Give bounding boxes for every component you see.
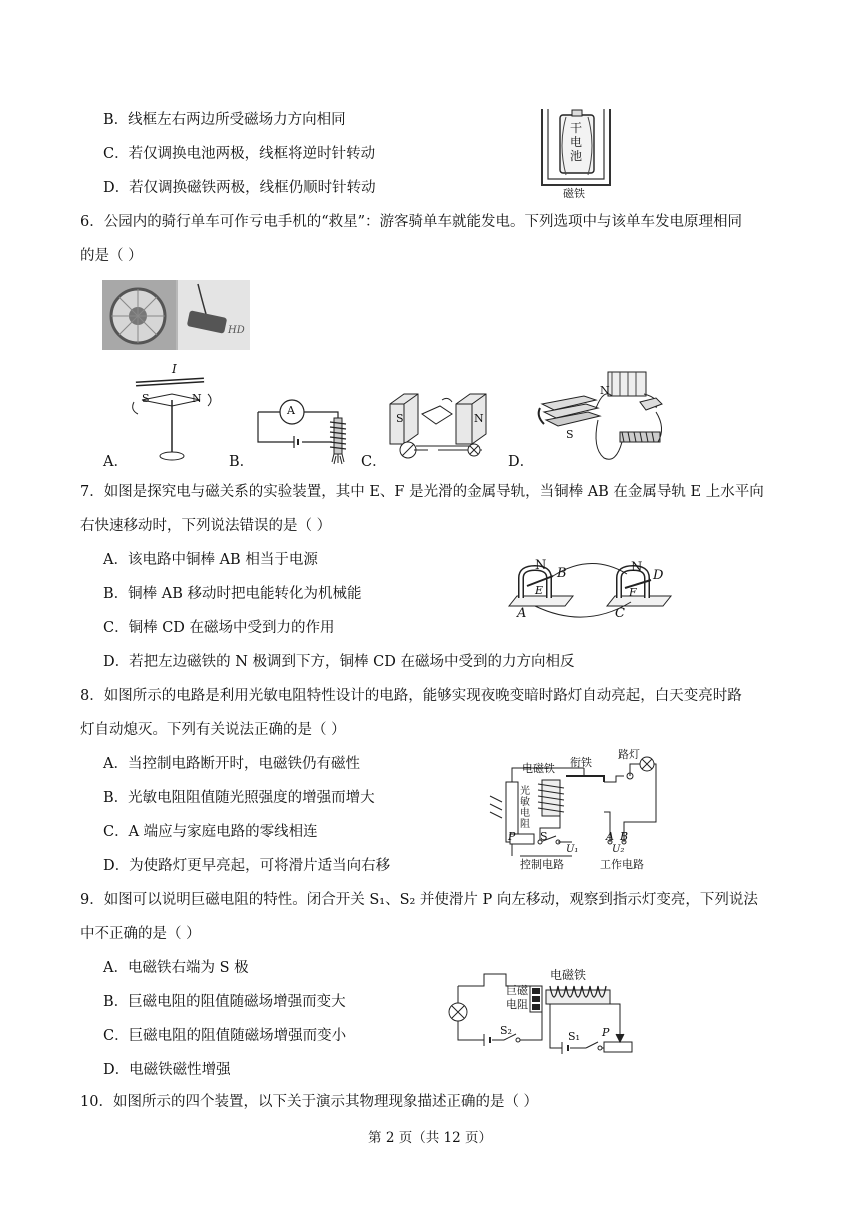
battery-char-1: 干 — [570, 121, 583, 135]
fig-d-s: S — [566, 428, 574, 441]
q7-label-f: F — [629, 586, 637, 599]
q8-label-a: A — [606, 830, 614, 843]
q5-option-c: C．若仅调换电池两极，线框将逆时针转动 — [103, 146, 376, 162]
q7-rails-figure — [505, 558, 675, 624]
q9-option-c: C．巨磁电阻的阻值随磁场增强而变小 — [103, 1028, 347, 1044]
q9-label-p: P — [602, 1026, 610, 1039]
q7-option-c: C．铜棒 CD 在磁场中受到力的作用 — [103, 620, 335, 636]
q7-label-n1: N — [535, 558, 547, 573]
q6-fig-d-apparatus — [532, 368, 668, 466]
fig-a-s: S — [142, 392, 150, 405]
q8-label-u1: U₁ — [566, 844, 579, 855]
q7-label-a: A — [517, 606, 527, 621]
q8-option-b: B．光敏电阻阻值随光照强度的增强而增大 — [103, 790, 375, 806]
q8-label-u2: U₂ — [612, 844, 625, 855]
q7-label-b: B — [557, 566, 567, 581]
q8-photo-char-4: 阻 — [520, 819, 530, 830]
q5-option-b: B．线框左右两边所受磁场力方向相同 — [103, 112, 346, 128]
q7-label-n2: N — [631, 560, 643, 575]
q7-option-d: D．若把左边磁铁的 N 极调到下方，铜棒 CD 在磁场中受到的力方向相反 — [103, 654, 575, 670]
q5-battery-magnet-figure — [538, 105, 616, 201]
q9-gmr-line2: 电阻 — [506, 998, 528, 1011]
q6-fig-a-compass — [128, 362, 216, 466]
q9-stem-line1: 9．如图可以说明巨磁电阻的特性。闭合开关 S₁、S₂ 并使滑片 P 向左移动，观察到指示灯变亮，下列说法 — [80, 892, 758, 908]
q6-fig-c-generator — [386, 390, 492, 466]
bike-generator-photo — [102, 280, 250, 350]
q9-gmr-line1: 巨磁 — [506, 984, 528, 997]
q9-gmr-circuit — [444, 964, 640, 1058]
q9-option-d: D．电磁铁磁性增强 — [103, 1062, 231, 1078]
q8-label-work: 工作电路 — [600, 858, 644, 871]
fig-c-s: S — [396, 412, 404, 425]
q6-fig-b-ammeter — [254, 396, 350, 466]
q8-option-a: A．当控制电路断开时，电磁铁仍有磁性 — [103, 756, 360, 772]
q8-photo-char-1: 光 — [520, 786, 530, 797]
q8-label-s: S — [540, 830, 548, 843]
fig-a-n: N — [192, 392, 202, 405]
fig-d-n: N — [600, 384, 610, 397]
q6-option-c: C． — [361, 454, 387, 470]
q8-stem-line2: 灯自动熄灭。下列有关说法正确的是（ ） — [80, 722, 346, 738]
q9-option-a: A．电磁铁右端为 S 极 — [103, 960, 249, 976]
q7-label-c: C — [615, 606, 625, 621]
q8-option-c: C．A 端应与家庭电路的零线相连 — [103, 824, 318, 840]
q8-streetlight-circuit — [484, 748, 660, 871]
q7-stem-line1: 7．如图是探究电与磁关系的实验装置，其中 E、F 是光滑的金属导轨，当铜棒 AB 在金属导轨 E 上水平向 — [80, 484, 764, 500]
q6-option-d: D． — [508, 454, 535, 470]
q10-stem: 10．如图所示的四个装置，以下关于演示其物理现象描述正确的是（ ） — [80, 1094, 539, 1110]
q7-stem-line2: 右快速移动时，下列说法错误的是（ ） — [80, 518, 332, 534]
page-footer: 第 2 页（共 12 页） — [368, 1130, 492, 1146]
q8-photo-char-3: 电 — [520, 808, 530, 819]
fig-b-ammeter-a: A — [287, 404, 295, 417]
q9-label-electromagnet: 电磁铁 — [550, 968, 587, 982]
q8-label-electromagnet: 电磁铁 — [522, 762, 555, 775]
q6-option-a: A． — [103, 454, 128, 470]
q8-stem-line1: 8．如图所示的电路是利用光敏电阻特性设计的电路，能够实现夜晚变暗时路灯自动亮起，白天变亮时路 — [80, 688, 742, 704]
magnet-label: 磁铁 — [563, 187, 585, 200]
q8-option-d: D．为使路灯更早亮起，可将滑片适当向右移 — [103, 858, 391, 874]
fig-c-n: N — [474, 412, 484, 425]
battery-char-3: 池 — [570, 149, 583, 163]
q9-label-s2: S₂ — [500, 1024, 512, 1037]
q9-stem-line2: 中不正确的是（ ） — [80, 926, 201, 942]
q6-stem-line1: 6．公园内的骑行单车可作亏电手机的“救星”：游客骑单车就能发电。下列选项中与该单车发电原理相同 — [80, 214, 743, 230]
q9-option-b: B．巨磁电阻的阻值随磁场增强而变大 — [103, 994, 346, 1010]
q8-label-p: P — [508, 830, 516, 843]
q8-label-armature: 衔铁 — [570, 756, 592, 769]
q8-label-lamp: 路灯 — [618, 748, 640, 761]
current-label: I — [172, 362, 177, 376]
q7-label-e: E — [535, 584, 544, 597]
q7-label-d: D — [653, 568, 664, 583]
q8-label-control: 控制电路 — [520, 858, 564, 871]
q9-label-s1: S₁ — [568, 1030, 580, 1043]
q6-stem-line2: 的是（ ） — [80, 248, 143, 264]
q5-option-d: D．若仅调换磁铁两极，线框仍顺时针转动 — [103, 180, 376, 196]
q6-option-b: B． — [229, 454, 255, 470]
q7-option-a: A．该电路中铜棒 AB 相当于电源 — [103, 552, 318, 568]
photo-text: HD — [228, 325, 245, 336]
q7-option-b: B．铜棒 AB 移动时把电能转化为机械能 — [103, 586, 362, 602]
battery-char-2: 电 — [570, 135, 583, 149]
q8-label-b: B — [620, 830, 629, 843]
q8-photo-char-2: 敏 — [520, 797, 530, 808]
